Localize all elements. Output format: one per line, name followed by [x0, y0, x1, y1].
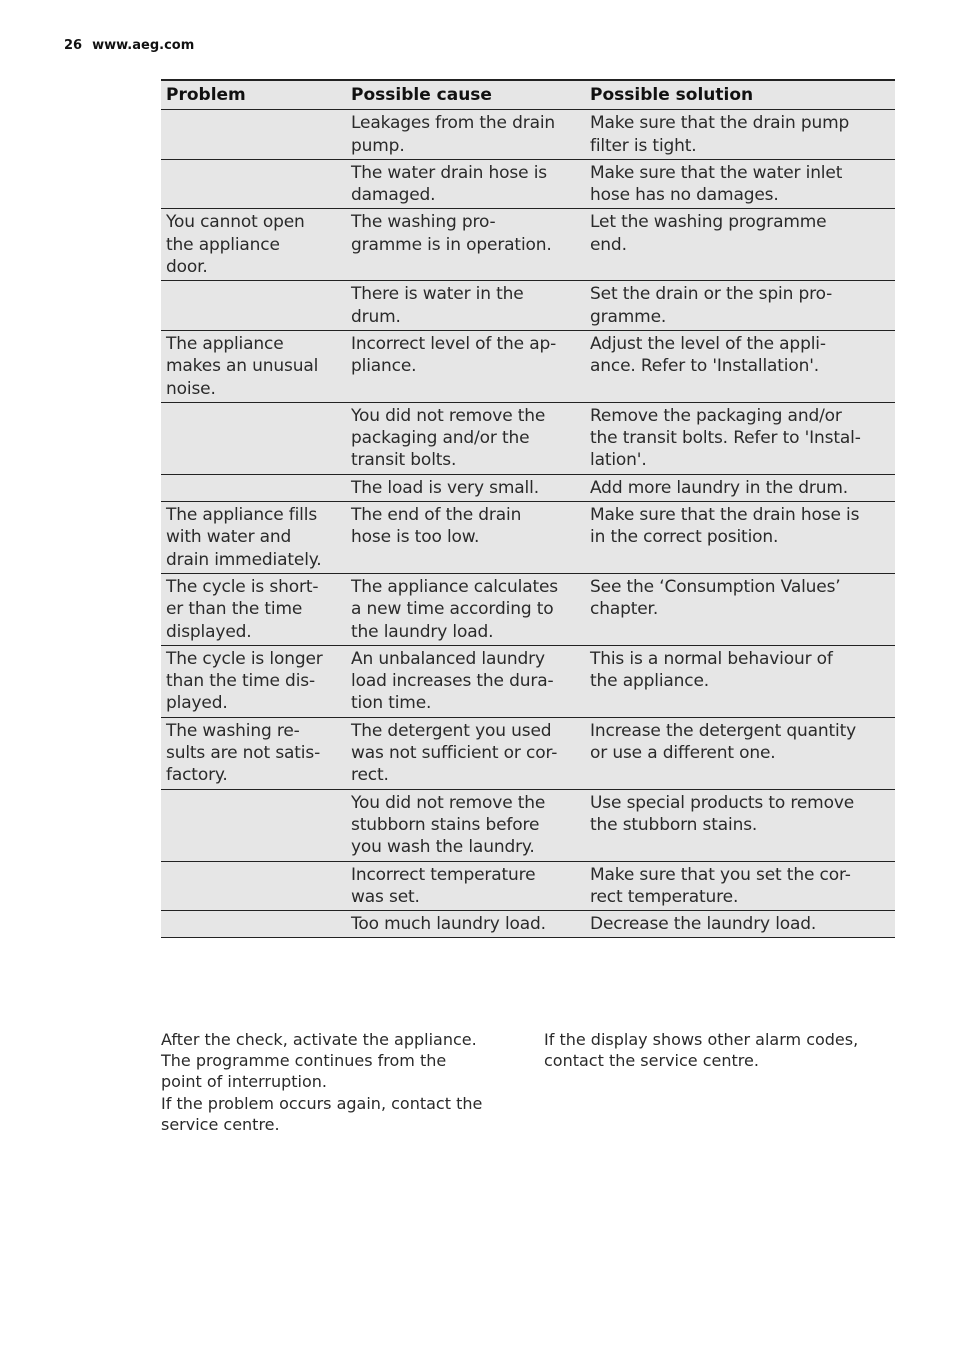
cell-problem — [161, 110, 346, 160]
table-row — [161, 110, 895, 160]
table-row — [161, 209, 895, 281]
table-row — [161, 159, 895, 209]
table-row — [161, 502, 895, 574]
cell-cause: Too much laundry load. — [346, 911, 585, 938]
cell-cause: The load is very small. — [346, 474, 585, 501]
table-row — [161, 789, 895, 861]
cell-cause: The washing pro- gramme is in operation. — [346, 209, 585, 281]
cell-problem: The appliance fills with water and drain immediately. — [161, 502, 346, 574]
cell-solution: Decrease the laundry load. — [585, 911, 895, 938]
page-header — [64, 38, 194, 53]
column-header-solution: Possible solution — [585, 80, 895, 110]
cell-cause: Incorrect temperature was set. — [346, 861, 585, 911]
cell-solution: Remove the packaging and/or the transit bolts. Refer to 'Instal- lation'. — [585, 402, 895, 474]
cell-problem — [161, 911, 346, 938]
cell-solution: This is a normal behaviour of the appliance. — [585, 645, 895, 717]
cell-problem — [161, 789, 346, 861]
cell-cause: An unbalanced laundry load increases the dura- tion time. — [346, 645, 585, 717]
cell-cause: The appliance calculates a new time according to the laundry load. — [346, 573, 585, 645]
table-row — [161, 281, 895, 331]
table-row — [161, 330, 895, 402]
cell-solution: Adjust the level of the appli- ance. Refer to 'Installation'. — [585, 330, 895, 402]
table-header-row — [161, 80, 895, 110]
cell-solution: Make sure that the water inlet hose has no damages. — [585, 159, 895, 209]
cell-solution: Make sure that you set the cor- rect temperature. — [585, 861, 895, 911]
table-row — [161, 911, 895, 938]
cell-problem — [161, 861, 346, 911]
cell-solution: Add more laundry in the drum. — [585, 474, 895, 501]
table-row — [161, 717, 895, 789]
cell-problem: The cycle is longer than the time dis- played. — [161, 645, 346, 717]
note-right: If the display shows other alarm codes, contact the service centre. — [544, 1030, 859, 1071]
cell-problem — [161, 402, 346, 474]
cell-solution: Let the washing programme end. — [585, 209, 895, 281]
cell-problem — [161, 474, 346, 501]
cell-cause: The detergent you used was not sufficient or cor- rect. — [346, 717, 585, 789]
page-number: 26 — [64, 38, 83, 53]
column-header-cause: Possible cause — [346, 80, 585, 110]
troubleshooting-table — [161, 79, 895, 938]
cell-solution: Make sure that the drain pump filter is tight. — [585, 110, 895, 160]
cell-solution: Increase the detergent quantity or use a different one. — [585, 717, 895, 789]
cell-cause: The end of the drain hose is too low. — [346, 502, 585, 574]
cell-cause: The water drain hose is damaged. — [346, 159, 585, 209]
cell-solution: Use special products to remove the stubborn stains. — [585, 789, 895, 861]
cell-problem — [161, 281, 346, 331]
table-row — [161, 474, 895, 501]
cell-solution: Make sure that the drain hose is in the correct position. — [585, 502, 895, 574]
cell-cause: There is water in the drum. — [346, 281, 585, 331]
website-url: www.aeg.com — [92, 38, 195, 53]
cell-solution: See the ‘Consumption Values’ chapter. — [585, 573, 895, 645]
cell-problem: The appliance makes an unusual noise. — [161, 330, 346, 402]
cell-solution: Set the drain or the spin pro- gramme. — [585, 281, 895, 331]
cell-cause: You did not remove the stubborn stains before you wash the laundry. — [346, 789, 585, 861]
note-left: After the check, activate the appliance. The programme continues from the point of interruption. If the problem occurs again, contact the service centre. — [161, 1030, 483, 1134]
cell-cause: You did not remove the packaging and/or the transit bolts. — [346, 402, 585, 474]
table-row — [161, 861, 895, 911]
table-row — [161, 645, 895, 717]
table-row — [161, 573, 895, 645]
cell-cause: Leakages from the drain pump. — [346, 110, 585, 160]
table-row — [161, 402, 895, 474]
table-body — [161, 110, 895, 938]
column-header-problem: Problem — [161, 80, 346, 110]
cell-cause: Incorrect level of the ap- pliance. — [346, 330, 585, 402]
cell-problem — [161, 159, 346, 209]
cell-problem: The washing re- sults are not satis- factory. — [161, 717, 346, 789]
cell-problem: You cannot open the appliance door. — [161, 209, 346, 281]
cell-problem: The cycle is short- er than the time displayed. — [161, 573, 346, 645]
